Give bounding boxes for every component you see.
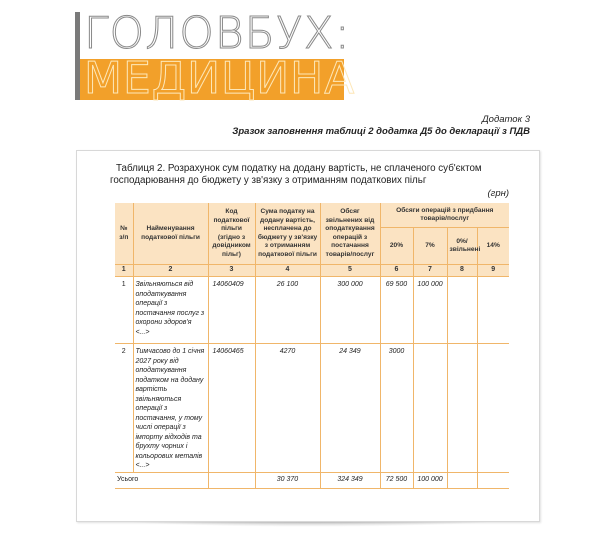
benefit-code: 14060465: [208, 344, 255, 473]
header-col-exempt-volume: Обсяг звільнених від оподаткування операцій з постачання товарів/послуг: [320, 203, 380, 265]
tax-sum: 26 100: [255, 277, 320, 344]
document-page: [76, 150, 540, 522]
column-number: 5: [320, 265, 380, 277]
column-number: 4: [255, 265, 320, 277]
total-label: Усього: [115, 472, 208, 488]
benefit-name: Тимчасово до 1 січня 2027 року від оподаткування податком на додану вартість звільняються операції з постачання, у тому числі операції з імпорту відходів та брухту чорних і кольорових металів <...>: [133, 344, 208, 473]
table-header-row: [115, 203, 509, 228]
column-number-row: [115, 265, 509, 277]
addendum-subtitle: Зразок заповнення таблиці 2 додатка Д5 до декларації з ПДВ: [232, 126, 530, 137]
total-rate20: 72 500: [380, 472, 413, 488]
table-title: Таблиця 2. Розрахунок сум податку на додану вартість, не сплаченого суб'єктом господарювання до бюджету у зв'язку з отриманням податкових пільг: [110, 163, 482, 186]
total-row: [115, 472, 509, 488]
rate20-volume: 69 500: [380, 277, 413, 344]
header-col-number: № з/п: [115, 203, 133, 265]
benefit-code: 14060409: [208, 277, 255, 344]
column-number: 7: [413, 265, 447, 277]
total-tax-sum: 30 370: [255, 472, 320, 488]
column-number: 3: [208, 265, 255, 277]
header-col-rate7: 7%: [413, 228, 447, 265]
row-number: 2: [115, 344, 133, 473]
logo-line1: ГОЛОВБУХ:: [84, 8, 351, 59]
header-col-code: Код податкової пільги (згідно з довідником пільг): [208, 203, 255, 265]
rate14-volume: [477, 277, 509, 344]
logo-line2: МЕДИЦИНА: [84, 53, 356, 104]
tax-benefit-table: [115, 203, 509, 489]
logo-line2-block: [80, 53, 356, 104]
column-number: 1: [115, 265, 133, 277]
total-rate0: [447, 472, 477, 488]
header-col-rate0: 0%/ звільнені: [447, 228, 477, 265]
rate7-volume: [413, 344, 447, 473]
column-number: 8: [447, 265, 477, 277]
total-exempt-volume: 324 349: [320, 472, 380, 488]
total-rate7: 100 000: [413, 472, 447, 488]
header-col-name: Найменування податкової пільги: [133, 203, 208, 265]
column-number: 6: [380, 265, 413, 277]
exempt-volume: 24 349: [320, 344, 380, 473]
table-row: [115, 344, 509, 473]
addendum-label: Додаток 3: [481, 114, 530, 125]
total-rate14: [477, 472, 509, 488]
currency-unit: (грн): [487, 188, 509, 199]
benefit-name: Звільняються від оподаткування операції з постачання послуг з охорони здоров'я <...>: [133, 277, 208, 344]
header-col-rate14: 14%: [477, 228, 509, 265]
header-col-rate20: 20%: [380, 228, 413, 265]
table-row: [115, 277, 509, 344]
column-number: 2: [133, 265, 208, 277]
row-number: 1: [115, 277, 133, 344]
header-col-tax-sum: Сума податку на додану вартість, несплачена до бюджету у зв'язку з отриманням податкової пільги: [255, 203, 320, 265]
tax-sum: 4270: [255, 344, 320, 473]
exempt-volume: 300 000: [320, 277, 380, 344]
header-group-purchases: Обсяги операцій з придбання товарів/послуг: [380, 203, 509, 228]
rate0-volume: [447, 344, 477, 473]
column-number: 9: [477, 265, 509, 277]
rate14-volume: [477, 344, 509, 473]
rate20-volume: 3000: [380, 344, 413, 473]
total-code: [208, 472, 255, 488]
rate0-volume: [447, 277, 477, 344]
rate7-volume: 100 000: [413, 277, 447, 344]
addendum-caption: [232, 114, 530, 138]
